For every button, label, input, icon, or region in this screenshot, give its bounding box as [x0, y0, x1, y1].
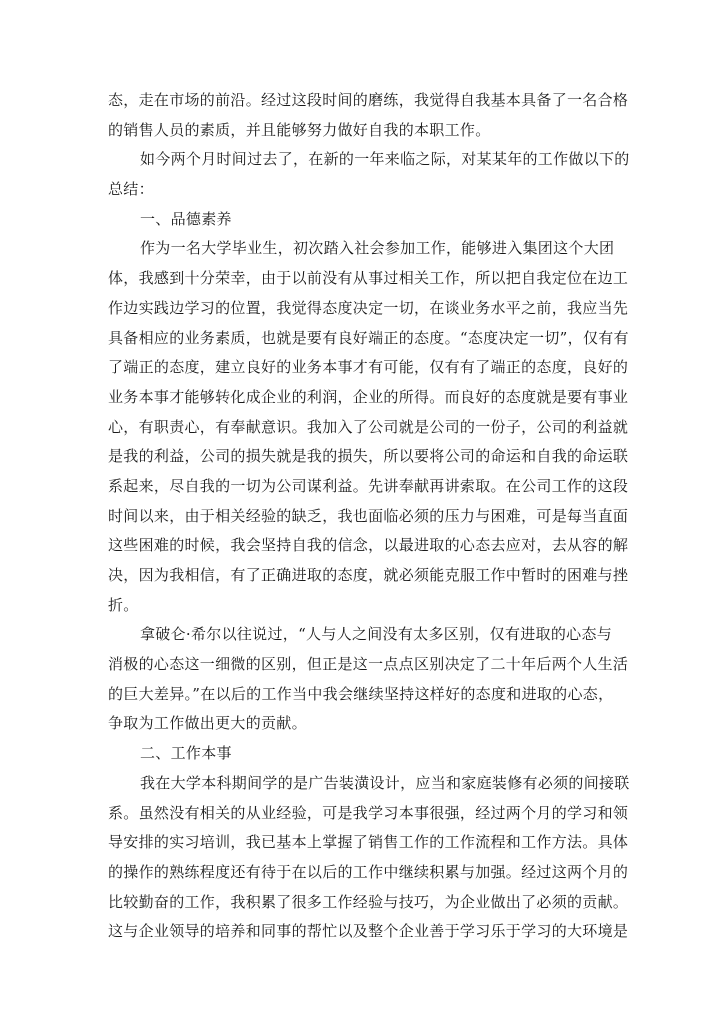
paragraph-first-line: 作为一名大学毕业生，初次踏入社会参加工作，能够进入集团这个大团	[140, 239, 615, 258]
text-line: 的巨大差异。”在以后的工作当中我会继续坚持这样好的态度和进取的心态，	[108, 684, 614, 703]
text-line: 态，走在市场的前沿。经过这段时间的磨练，我觉得自我基本具备了一名合格	[108, 91, 629, 109]
text-line: 争取为工作做出更大的贡献。	[108, 714, 307, 733]
text-line: 时间以来，由于相关经验的缺乏，我也面临必须的压力与困难，可是每当直面	[108, 506, 629, 525]
paragraph-first-line: 一、品德素养	[140, 209, 232, 228]
text-line: 是我的利益，公司的损失就是我的损失，所以要将公司的命运和自我的命运联	[108, 447, 629, 466]
paragraph-first-line: 如今两个月时间过去了，在新的一年来临之际，对某某年的工作做以下的	[140, 150, 630, 169]
text-line: 业务本事才能够转化成企业的利润，企业的所得。而良好的态度就是要有事业	[108, 387, 629, 406]
text-line: 作边实践边学习的位置，我觉得态度决定一切，在谈业务水平之前，我应当先	[108, 298, 629, 317]
text-line: 导安排的实习培训，我已基本上掌握了销售工作的工作流程和工作方法。具体	[108, 833, 629, 852]
text-line: 了端正的态度，建立良好的业务本事才有可能，仅有有了端正的态度，良好的	[108, 358, 629, 377]
paragraph-first-line: 我在大学本科期间学的是广告装潢设计，应当和家庭装修有必须的间接联	[140, 773, 630, 792]
text-line: 系起来，尽自我的一切为公司谋利益。先讲奉献再讲索取。在公司工作的这段	[108, 476, 629, 495]
text-line: 心，有职责心，有奉献意识。我加入了公司就是公司的一份子，公司的利益就	[108, 417, 629, 436]
document-body	[108, 86, 630, 947]
text-line: 总结：	[108, 180, 154, 199]
paragraph-first-line: 拿破仑·希尔以往说过，“人与人之间没有太多区别，仅有进取的心态与	[140, 625, 613, 644]
text-line: 体，我感到十分荣幸，由于以前没有从事过相关工作，所以把自我定位在边工	[108, 269, 629, 288]
text-line: 系。虽然没有相关的从业经验，可是我学习本事很强，经过两个月的学习和领	[108, 803, 629, 822]
text-line: 这与企业领导的培养和同事的帮忙以及整个企业善于学习乐于学习的大环境是	[108, 922, 629, 941]
text-line: 这些困难的时候，我会坚持自我的信念，以最进取的心态去应对，去从容的解	[108, 536, 629, 555]
text-line: 的操作的熟练程度还有待于在以后的工作中继续积累与加强。经过这两个月的	[108, 862, 629, 881]
text-line: 比较勤奋的工作，我积累了很多工作经验与技巧，为企业做出了必须的贡献。	[108, 892, 629, 911]
paragraph-first-line: 二、工作本事	[140, 744, 232, 763]
text-line: 决，因为我相信，有了正确进取的态度，就必须能克服工作中暂时的困难与挫	[108, 566, 629, 584]
text-line: 折。	[108, 595, 139, 614]
text-line: 的销售人员的素质，并且能够努力做好自我的本职工作。	[108, 120, 491, 139]
text-line: 消极的心态这一细微的区别，但正是这一点点区别决定了二十年后两个人生活	[108, 655, 629, 674]
text-line: 具备相应的业务素质，也就是要有良好端正的态度。“态度决定一切”，仅有有	[108, 328, 629, 347]
